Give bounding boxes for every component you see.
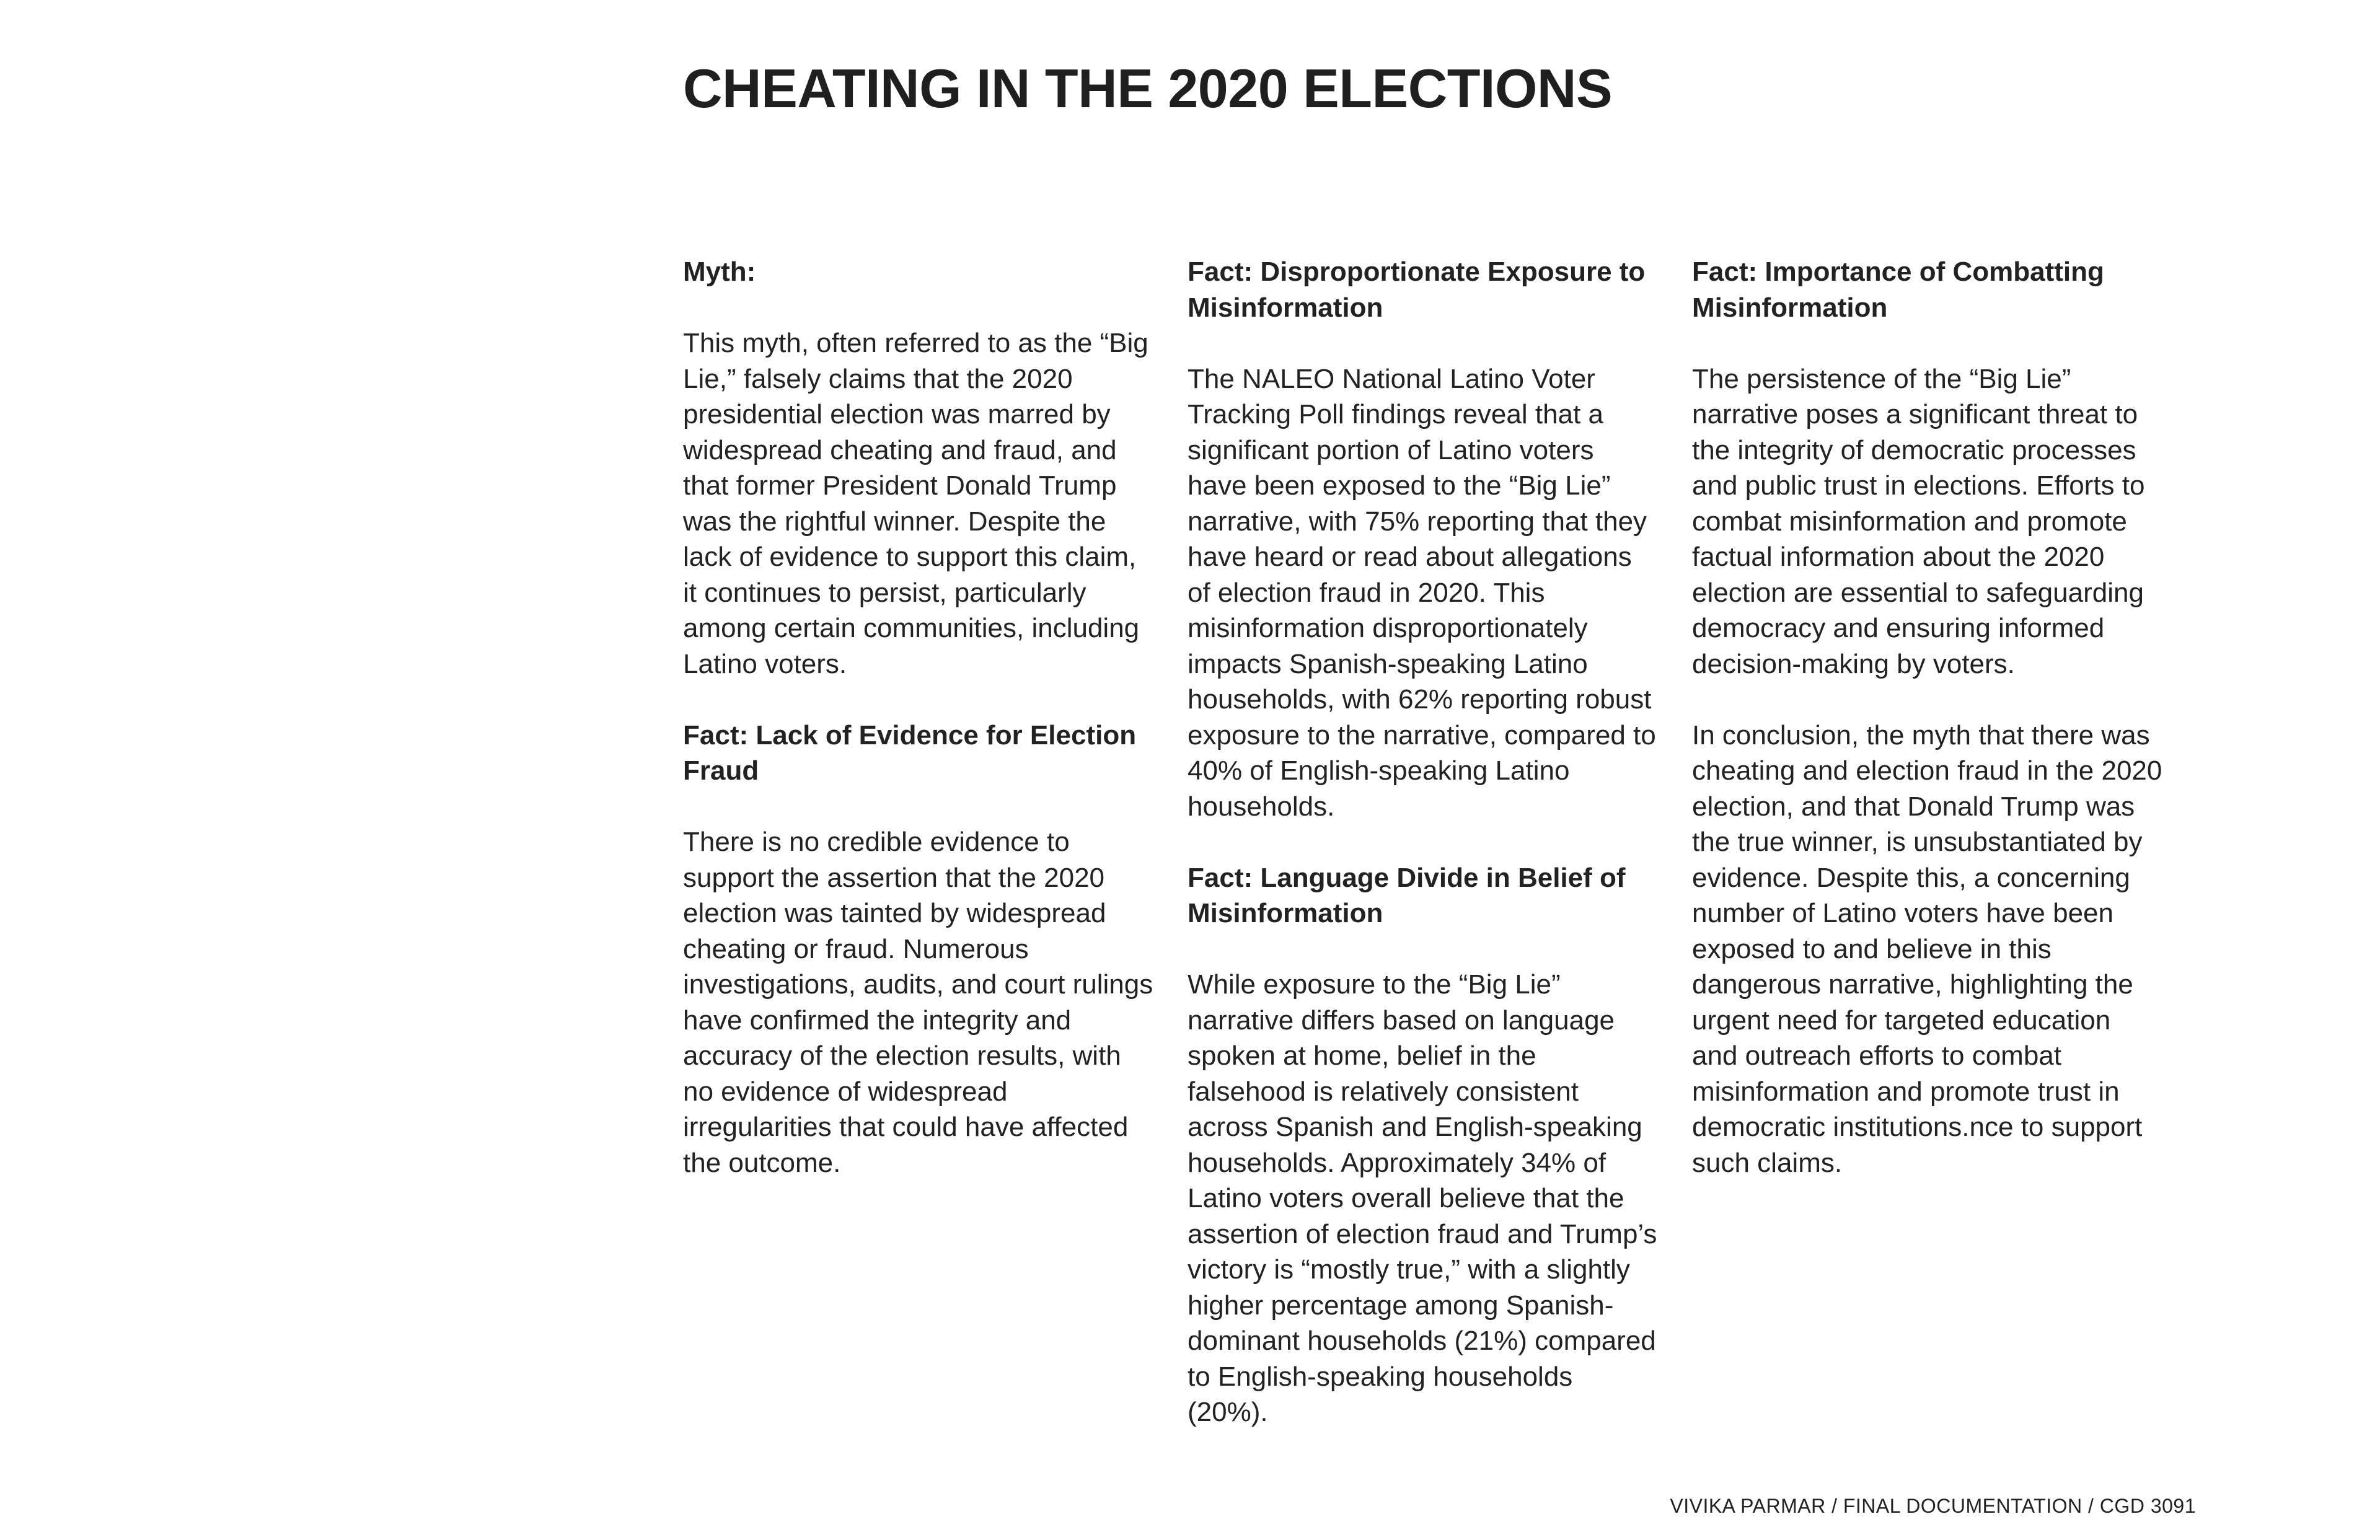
footer-credit: VIVIKA PARMAR / FINAL DOCUMENTATION / CGD 3091: [1670, 1495, 2196, 1517]
section-body-exposure: The NALEO National Latino Voter Tracking Poll findings reveal that a significant portion of Latino voters have been exposed to the “Big Lie” narrative, with 75% reporting that they have heard or read about allegations of election fraud in 2020. This misinformation disproportionately impacts Spanish-speaking Latino households, with 62% reporting robust exposure to the narrative, compared to 40% of English-speaking Latino households.: [1188, 363, 1656, 822]
section-body-myth: This myth, often referred to as the “Big Lie,” falsely claims that the 2020 presidential election was marred by widespread cheating and fraud, and that former President Donald Trump was the rightful winner. Despite the lack of evidence to support this claim, it continues to persist, particularly among certain communities, including Latino voters.: [683, 328, 1148, 679]
column-exposure: [1188, 254, 1659, 1430]
section-heading-lack-of-evidence: Fact: Lack of Evidence for Election Fraud: [683, 719, 1137, 786]
section-heading-combatting: Fact: Importance of Combatting Misinformation: [1692, 257, 2104, 323]
column-myth: [683, 254, 1154, 1181]
section-body-lack-of-evidence: There is no credible evidence to support the assertion that the 2020 election was tainted by widespread cheating or fraud. Numerous investigations, audits, and court rulings have confirmed the integrity and accuracy of the election results, with no evidence of widespread irregularities that could have affected the outcome.: [683, 827, 1153, 1178]
section-body-language-divide: While exposure to the “Big Lie” narrative differs based on language spoken at home, belief in the falsehood is relatively consistent across Spanish and English-speaking households. Approximately 34% of Latino voters overall believe that the assertion of election fraud and Trump’s victory is “mostly true,” with a slightly higher percentage among Spanish-dominant households (21%) compared to English-speaking households (20%).: [1188, 969, 1657, 1427]
section-heading-language-divide: Fact: Language Divide in Belief of Misinformation: [1188, 862, 1626, 928]
section-heading-myth: Myth:: [683, 257, 756, 287]
page-title: CHEATING IN THE 2020 ELECTIONS: [683, 58, 1613, 119]
section-body-conclusion: In conclusion, the myth that there was cheating and election fraud in the 2020 election, and that Donald Trump was the true winner, is unsubstantiated by evidence. Despite this, a concerning number of Latino voters have been exposed to and believe in this dangerous narrative, highlighting the urgent need for targeted education and outreach efforts to combat misinformation and promote trust in democratic institutions.nce to support such claims.: [1692, 719, 2162, 1178]
section-heading-exposure: Fact: Disproportionate Exposure to Misinformation: [1188, 257, 1646, 323]
column-combatting: [1692, 254, 2163, 1181]
section-body-combatting: The persistence of the “Big Lie” narrative poses a significant threat to the integrity of democratic processes and public trust in elections. Efforts to combat misinformation and promote factual information about the 2020 election are essential to safeguarding democracy and ensuring informed decision-making by voters.: [1692, 363, 2145, 679]
